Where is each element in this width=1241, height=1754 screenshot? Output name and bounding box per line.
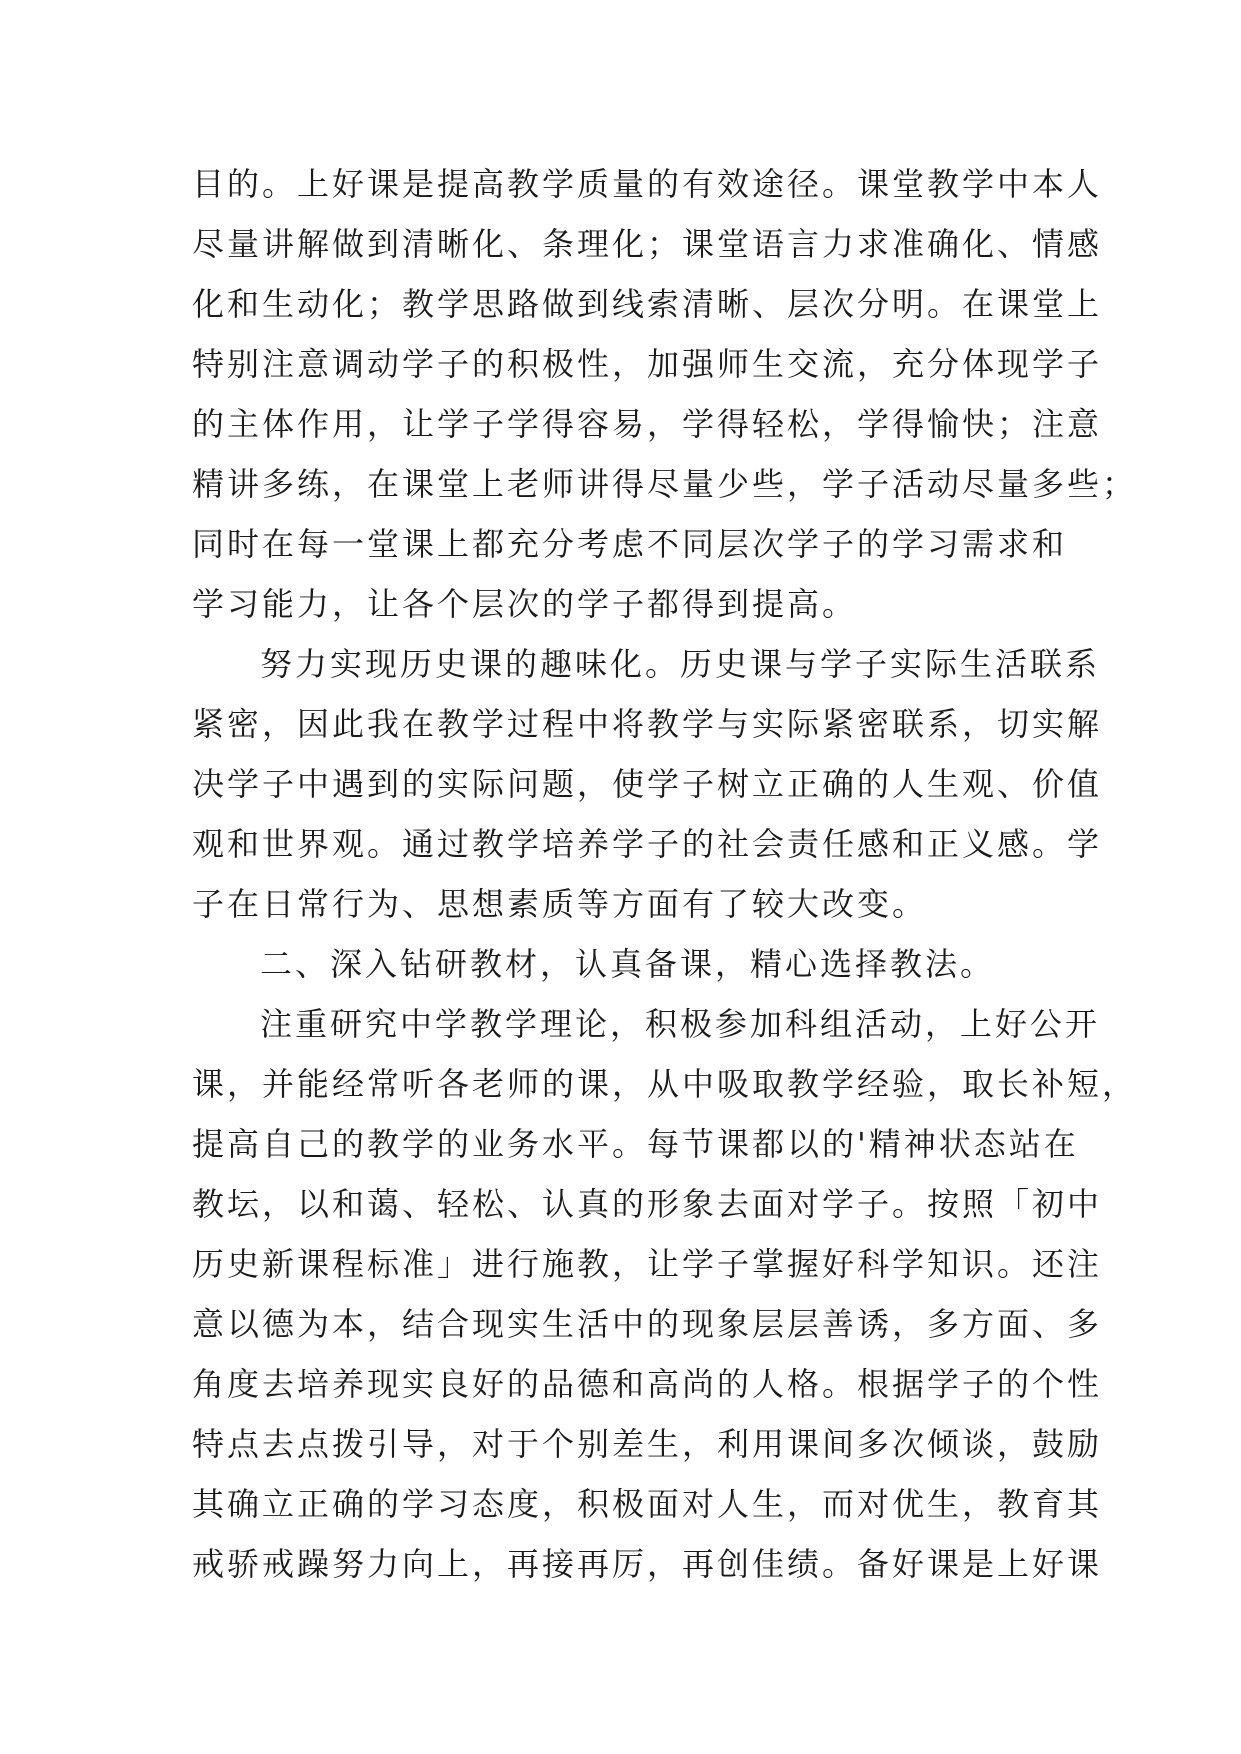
text-line: 观和世界观。通过教学培养学子的社会责任感和正义感。学 [192,825,1103,863]
text-line: 目的。上好课是提高教学质量的有效途径。课堂教学中本人 [192,165,1103,203]
document-body [192,154,1138,1594]
text-line: 子在日常行为、思想素质等方面有了较大改变。 [192,885,928,923]
text-line: 意以德为本，结合现实生活中的现象层层善诱，多方面、多 [192,1305,1103,1343]
text-line: 同时在每一堂课上都充分考虑不同层次学子的学习需求和 [192,525,1068,563]
text-line: 戒骄戒躁努力向上，再接再厉，再创佳绩。备好课是上好课 [192,1545,1103,1583]
text-line: 特点去点拨引导，对于个别差生，利用课间多次倾谈，鼓励 [192,1425,1103,1463]
text-line: 紧密，因此我在教学过程中将教学与实际紧密联系，切实解 [192,705,1103,743]
text-line: 尽量讲解做到清晰化、条理化；课堂语言力求准确化、情感 [192,225,1103,263]
text-line: 其确立正确的学习态度，积极面对人生，而对优生，教育其 [192,1485,1103,1523]
text-line: 精讲多练，在课堂上老师讲得尽量少些，学子活动尽量多些； [192,465,1138,503]
text-line: 特别注意调动学子的积极性，加强师生交流，充分体现学子 [192,345,1103,383]
text-line: 化和生动化；教学思路做到线索清晰、层次分明。在课堂上 [192,285,1103,323]
text-line: 角度去培养现实良好的品德和高尚的人格。根据学子的个性 [192,1365,1103,1403]
text-line: 的主体作用，让学子学得容易，学得轻松，学得愉快；注意 [192,405,1103,443]
text-line: 教坛，以和蔼、轻松、认真的形象去面对学子。按照「初中 [192,1185,1103,1223]
text-line: 决学子中遇到的实际问题，使学子树立正确的人生观、价值 [192,765,1103,803]
text-line: 提高自己的教学的业务水平。每节课都以的'精神状态站在 [192,1125,1079,1163]
text-line: 注重研究中学教学理论，积极参加科组活动，上好公开 [260,1005,1101,1043]
text-line: 努力实现历史课的趣味化。历史课与学子实际生活联系 [260,645,1101,683]
text-line: 学习能力，让各个层次的学子都得到提高。 [192,585,858,623]
text-line: 历史新课程标准」进行施教，让学子掌握好科学知识。还注 [192,1245,1103,1283]
text-line: 课，并能经常听各老师的课，从中吸取教学经验，取长补短， [192,1065,1138,1103]
text-line: 二、深入钻研教材，认真备课，精心选择教法。 [260,945,996,983]
